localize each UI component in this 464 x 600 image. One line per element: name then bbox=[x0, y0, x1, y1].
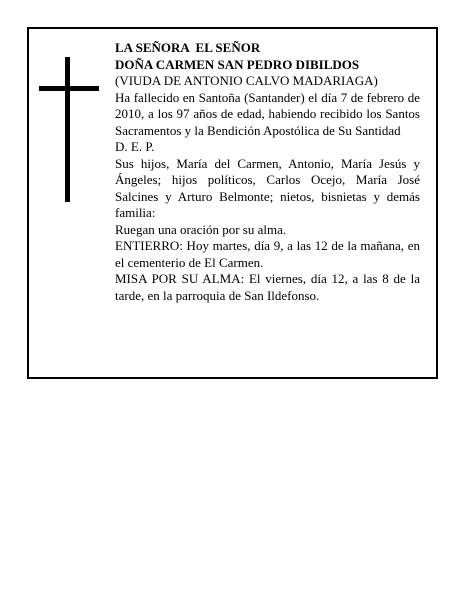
cross-icon bbox=[39, 57, 99, 202]
obituary-notice bbox=[27, 27, 438, 379]
burial-info: ENTIERRO: Hoy martes, día 9, a las 12 de la mañana, en el cementerio de El Carmen. bbox=[115, 238, 420, 270]
mass-info: MISA POR SU ALMA: El viernes, día 12, a las 8 de la tarde, en la parroquia de San Ildefonso. bbox=[115, 271, 420, 303]
notice-title-line: LA SEÑORA EL SEÑOR bbox=[115, 40, 261, 55]
dep-line: D. E. P. bbox=[115, 139, 155, 154]
widow-of-line: (VIUDA DE ANTONIO CALVO MADARIAGA) bbox=[115, 73, 378, 88]
notice-text bbox=[115, 40, 420, 304]
family-list: Sus hijos, María del Carmen, Antonio, María Jesús y Ángeles; hijos políticos, Carlos Ocejo, María José Salcines y Arturo Belmonte; nietos, bisnietas y demás familia: bbox=[115, 155, 420, 220]
death-info: Ha fallecido en Santoña (Santander) el día 7 de febrero de 2010, a los 97 años de edad, habiendo recibido los Santos Sacramentos y la Bendición Apostólica de Su Santidad bbox=[115, 89, 420, 138]
deceased-name: DOÑA CARMEN SAN PEDRO DIBILDOS bbox=[115, 56, 360, 72]
prayer-request: Ruegan una oración por su alma. bbox=[115, 221, 287, 237]
